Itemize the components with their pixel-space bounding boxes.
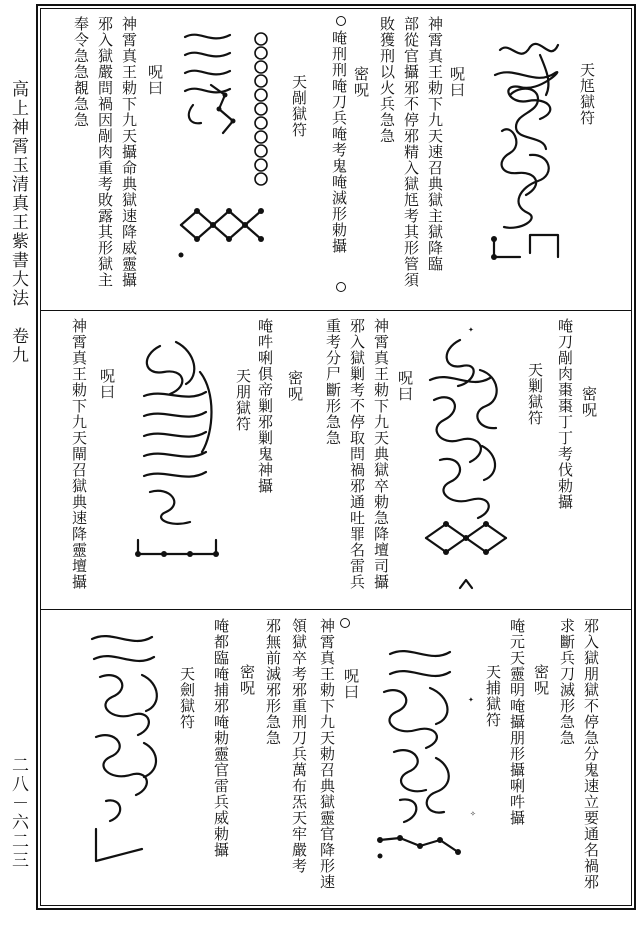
- incantation-line: 部從官攝邪不停邪精入獄尪考其形管須: [402, 16, 420, 288]
- talisman-title: 天捕獄符: [484, 664, 502, 728]
- page-number-margin: 二八－六二三: [8, 756, 28, 870]
- secret-incantation-text: 唵刀剮肉棗棗丁丁考伐勅攝: [556, 318, 574, 510]
- incantation-line: 奉令急急覩急急: [72, 16, 90, 128]
- incantation-line: 邪入獄嚴問禍因剮肉重考敗露其形獄主: [96, 16, 114, 288]
- incantation-label: 呪曰: [146, 64, 164, 96]
- circle-mark: [336, 282, 346, 292]
- talisman-mark: ✦: [468, 326, 474, 334]
- circle-mark: [340, 618, 350, 628]
- incantation-line: 領獄卒考邪重刑刀兵萬布炁天牢嚴考: [290, 618, 308, 874]
- talisman-title: 天剿獄符: [526, 362, 544, 426]
- talisman-tianbu: [370, 640, 470, 880]
- talisman-title: 天劍獄符: [178, 666, 196, 730]
- incantation-line: 邪入獄剿考不停取問禍邪通吐罪名雷兵: [348, 318, 366, 590]
- incantation-line: 邪無前滅邪形急急: [264, 618, 282, 746]
- talisman-tianjian: [82, 625, 167, 885]
- secret-incantation-text: 唵刑刑唵刀兵唵考鬼唵滅形勅攝: [330, 30, 348, 254]
- talisman-tianjiao: [420, 330, 510, 600]
- talisman-title: 天朋獄符: [234, 368, 252, 432]
- incantation-line: 神霄真王勅下九天攝命典獄速降威靈攝: [120, 16, 138, 288]
- talisman-title: 天剮獄符: [290, 74, 308, 138]
- incantation-line: 邪入獄朋獄不停急分鬼速立要通名禍邪: [582, 618, 600, 890]
- incantation-line: 求斷兵刀滅形急急: [558, 618, 576, 746]
- talisman-mark: ✧: [470, 810, 476, 818]
- incantation-line: 神霄真王勅下九天閘召獄典速降靈壇攝: [70, 318, 88, 590]
- talisman-mark: ✦: [468, 696, 474, 704]
- circle-mark: [336, 16, 346, 26]
- talisman-tiangua: [175, 25, 275, 270]
- talisman-tianwang: [480, 35, 570, 270]
- incantation-label: 呪曰: [98, 368, 116, 400]
- talisman-tianpeng: [130, 332, 225, 572]
- incantation-line: 敗獲刑以火兵急急: [378, 16, 396, 144]
- incantation-line: 神霄真王勅下九天典獄卒勅急降壇司攝: [372, 318, 390, 590]
- secret-incantation-label: 密呪: [352, 66, 370, 98]
- secret-incantation-label: 密呪: [286, 370, 304, 402]
- incantation-label: 呪曰: [342, 668, 360, 700]
- secret-incantation-label: 密呪: [532, 664, 550, 696]
- secret-incantation-label: 密呪: [238, 664, 256, 696]
- section-divider-2: [40, 609, 632, 610]
- secret-incantation-text: 唵吽唎俱帝剿邪剿鬼神攝: [256, 318, 274, 494]
- incantation-line: 重考分尸斷形急急: [324, 318, 342, 446]
- talisman-title: 天尪獄符: [578, 62, 596, 126]
- secret-incantation-text: 唵都臨唵捕邪唵勅靈官雷兵威勅攝: [212, 618, 230, 858]
- section-divider-1: [40, 310, 632, 311]
- secret-incantation-label: 密呪: [580, 386, 598, 418]
- incantation-label: 呪曰: [396, 370, 414, 402]
- secret-incantation-text: 唵元天靈明唵攝朋形攝唎吽攝: [508, 618, 526, 826]
- incantation-line: 神霄真王勅下九天勅召典獄靈官降形速: [318, 618, 336, 890]
- incantation-label: 呪曰: [448, 66, 466, 98]
- incantation-line: 神霄真王勅下九天速召典獄主獄降臨: [426, 16, 444, 272]
- book-title-margin: 高上神霄玉清真王紫書大法 卷九: [8, 80, 28, 365]
